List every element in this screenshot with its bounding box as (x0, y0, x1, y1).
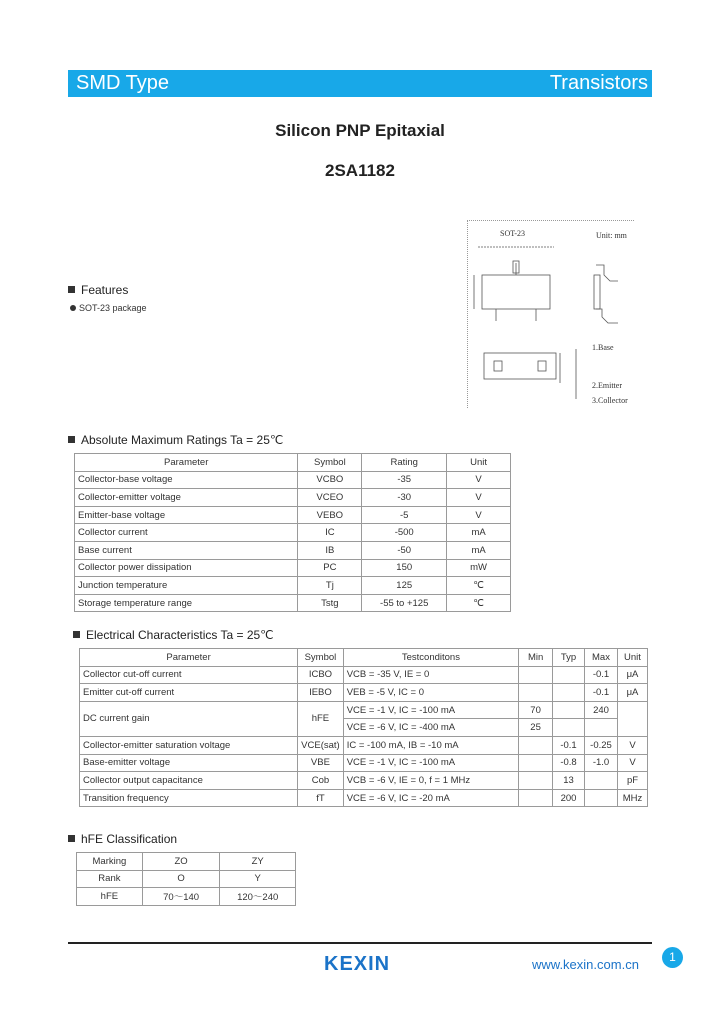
elec-heading: Electrical Characteristics Ta = 25℃ (73, 628, 274, 642)
table-cell: Collector output capacitance (80, 772, 298, 790)
pin-3-label: 3.Collector (592, 396, 628, 405)
table-cell: 125 (362, 577, 447, 595)
table-cell: -500 (362, 524, 447, 542)
table-cell: Collector current (75, 524, 298, 542)
table-cell: Junction temperature (75, 577, 298, 595)
table-cell (519, 684, 553, 702)
table-cell: mW (447, 559, 511, 577)
table-cell: V (447, 506, 511, 524)
table-cell: Cob (298, 772, 344, 790)
table-cell: -55 to +125 (362, 594, 447, 612)
table-cell (553, 701, 585, 719)
table-cell: 70 (519, 701, 553, 719)
table-cell: Emitter-base voltage (75, 506, 298, 524)
table-cell: V (617, 754, 647, 772)
table-row (80, 754, 648, 772)
table-cell: VEBO (298, 506, 362, 524)
table-cell: 70～140 (142, 888, 220, 906)
table-cell: VCB = -6 V, IE = 0, f = 1 MHz (343, 772, 518, 790)
package-drawing (467, 220, 634, 408)
table-row (75, 594, 511, 612)
table-cell: Storage temperature range (75, 594, 298, 612)
table-cell (519, 754, 553, 772)
abs-max-table (74, 453, 511, 612)
table-cell (519, 789, 553, 807)
section-square-icon (73, 631, 80, 638)
table-cell: VCEO (298, 489, 362, 507)
table-row (77, 888, 296, 906)
column-header: Parameter (80, 649, 298, 667)
table-cell: -0.1 (585, 666, 618, 684)
table-cell: Tstg (298, 594, 362, 612)
table-row (80, 736, 648, 754)
column-header: Unit (617, 649, 647, 667)
table-cell: -0.1 (585, 684, 618, 702)
table-cell: Y (220, 870, 296, 888)
table-cell: Rank (77, 870, 143, 888)
table-cell: Transition frequency (80, 789, 298, 807)
table-cell: -35 (362, 471, 447, 489)
table-cell: μA (617, 666, 647, 684)
table-cell: VCBO (298, 471, 362, 489)
table-cell: Collector power dissipation (75, 559, 298, 577)
section-square-icon (68, 835, 75, 842)
table-cell: -0.25 (585, 736, 618, 754)
table-row (75, 577, 511, 595)
table-cell: O (142, 870, 220, 888)
table-cell: Collector cut-off current (80, 666, 298, 684)
table-row (77, 870, 296, 888)
table-cell: -50 (362, 541, 447, 559)
table-cell: IC = -100 mA, IB = -10 mA (343, 736, 518, 754)
table-row (80, 684, 648, 702)
table-cell (585, 789, 618, 807)
column-header: Min (519, 649, 553, 667)
bullet-icon (70, 305, 76, 311)
table-cell: V (617, 736, 647, 754)
column-header: Symbol (298, 454, 362, 472)
table-cell: Tj (298, 577, 362, 595)
table-cell: Base-emitter voltage (80, 754, 298, 772)
table-cell: VCE = -1 V, IC = -100 mA (343, 701, 518, 719)
table-cell: PC (298, 559, 362, 577)
table-cell: 13 (553, 772, 585, 790)
table-cell: DC current gain (80, 701, 298, 736)
pin-1-label: 1.Base (592, 343, 614, 352)
table-cell: ZY (220, 853, 296, 871)
section-square-icon (68, 286, 75, 293)
table-row (75, 506, 511, 524)
table-cell: VCE = -1 V, IC = -100 mA (343, 754, 518, 772)
header-category: SMD Type (76, 72, 169, 94)
table-cell: ℃ (447, 577, 511, 595)
column-header: Testconditons (343, 649, 518, 667)
column-header: Typ (553, 649, 585, 667)
abs-max-heading: Absolute Maximum Ratings Ta = 25℃ (68, 433, 283, 447)
table-cell: 150 (362, 559, 447, 577)
table-cell: -0.8 (553, 754, 585, 772)
table-cell (585, 772, 618, 790)
features-heading: Features (68, 283, 128, 297)
table-cell: Marking (77, 853, 143, 871)
company-logo: KEXIN (324, 953, 391, 975)
table-row (75, 559, 511, 577)
table-row (80, 772, 648, 790)
table-cell (519, 666, 553, 684)
package-label: SOT-23 (500, 229, 526, 238)
document-title: Silicon PNP Epitaxial (275, 121, 445, 140)
hfe-class-table (76, 852, 296, 906)
column-header: Rating (362, 454, 447, 472)
table-cell: Emitter cut-off current (80, 684, 298, 702)
table-row (75, 471, 511, 489)
section-square-icon (68, 436, 75, 443)
table-row (77, 853, 296, 871)
table-cell (553, 719, 585, 737)
column-header: Symbol (298, 649, 344, 667)
table-cell: Collector-base voltage (75, 471, 298, 489)
table-cell: mA (447, 524, 511, 542)
table-cell: 120～240 (220, 888, 296, 906)
table-cell (617, 701, 647, 736)
table-cell (585, 719, 618, 737)
table-cell: 200 (553, 789, 585, 807)
table-cell: VCE = -6 V, IC = -20 mA (343, 789, 518, 807)
table-cell (553, 666, 585, 684)
table-cell: Collector-emitter saturation voltage (80, 736, 298, 754)
table-cell: MHz (617, 789, 647, 807)
table-cell: VCE(sat) (298, 736, 344, 754)
table-cell: hFE (298, 701, 344, 736)
table-cell: -1.0 (585, 754, 618, 772)
table-cell: VBE (298, 754, 344, 772)
package-unit: Unit: mm (596, 231, 627, 240)
table-row (75, 489, 511, 507)
table-cell (519, 772, 553, 790)
table-cell: -0.1 (553, 736, 585, 754)
table-header-row (75, 454, 511, 472)
table-cell: ZO (142, 853, 220, 871)
feature-item: SOT-23 package (70, 303, 147, 313)
table-row (80, 701, 648, 719)
table-row (80, 666, 648, 684)
column-header: Max (585, 649, 618, 667)
table-cell: IC (298, 524, 362, 542)
table-cell: fT (298, 789, 344, 807)
table-cell: V (447, 471, 511, 489)
table-cell: ℃ (447, 594, 511, 612)
table-cell: VCB = -35 V, IE = 0 (343, 666, 518, 684)
table-cell: pF (617, 772, 647, 790)
table-cell: -5 (362, 506, 447, 524)
elec-table (79, 648, 648, 807)
table-cell (553, 684, 585, 702)
table-cell: 25 (519, 719, 553, 737)
page-number: 1 (662, 947, 683, 968)
table-cell: -30 (362, 489, 447, 507)
table-cell: mA (447, 541, 511, 559)
header-product-type: Transistors (549, 72, 648, 94)
table-cell: 240 (585, 701, 618, 719)
table-cell: μA (617, 684, 647, 702)
table-cell: hFE (77, 888, 143, 906)
footer-divider (68, 942, 652, 944)
table-cell: Collector-emitter voltage (75, 489, 298, 507)
part-number: 2SA1182 (325, 161, 395, 180)
table-row (80, 789, 648, 807)
table-cell (519, 736, 553, 754)
hfe-class-heading: hFE Classification (68, 832, 177, 846)
table-cell: Base current (75, 541, 298, 559)
table-cell: V (447, 489, 511, 507)
table-row (75, 541, 511, 559)
table-row (75, 524, 511, 542)
table-cell: ICBO (298, 666, 344, 684)
column-header: Unit (447, 454, 511, 472)
website-link[interactable]: www.kexin.com.cn (532, 957, 639, 972)
pin-2-label: 2.Emitter (592, 381, 622, 390)
header-banner (68, 70, 652, 97)
table-cell: IB (298, 541, 362, 559)
column-header: Parameter (75, 454, 298, 472)
table-cell: VCE = -6 V, IC = -400 mA (343, 719, 518, 737)
table-cell: IEBO (298, 684, 344, 702)
table-header-row (80, 649, 648, 667)
table-cell: VEB = -5 V, IC = 0 (343, 684, 518, 702)
